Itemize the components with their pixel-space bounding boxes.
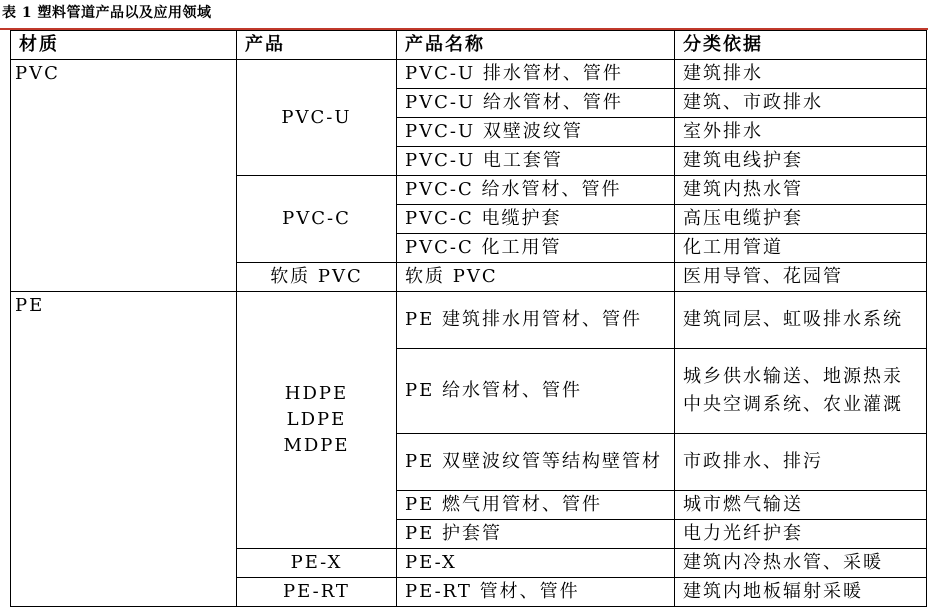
basis-cell: 建筑排水 — [675, 60, 927, 89]
product-name-cell: 软质 PVC — [397, 263, 675, 292]
product-name-cell: PE 给水管材、管件 — [397, 349, 675, 434]
product-name-cell: PE 护套管 — [397, 520, 675, 549]
header-basis: 分类依据 — [675, 31, 927, 60]
product-name-cell: PVC-U 双壁波纹管 — [397, 118, 675, 147]
product-name-cell: PE 双壁波纹管等结构壁管材 — [397, 434, 675, 491]
basis-cell: 城乡供水输送、地源热汞中央空调系统、农业灌溉 — [675, 349, 927, 434]
product-cell: PVC-C — [237, 176, 397, 263]
basis-cell: 电力光纤护套 — [675, 520, 927, 549]
product-name-cell: PE-RT 管材、管件 — [397, 578, 675, 607]
header-material: 材质 — [11, 31, 237, 60]
product-cell — [237, 292, 397, 549]
product-cell: PVC-U — [237, 60, 397, 176]
basis-cell: 建筑同层、虹吸排水系统 — [675, 292, 927, 349]
product-name-cell: PVC-U 给水管材、管件 — [397, 89, 675, 118]
products-table — [10, 30, 927, 607]
product-name-cell: PVC-U 电工套管 — [397, 147, 675, 176]
product-line: LDPE — [286, 409, 347, 430]
product-cell: 软质 PVC — [237, 263, 397, 292]
material-cell: PVC — [11, 60, 237, 292]
table-row — [11, 292, 927, 349]
material-cell: PE — [11, 292, 237, 607]
basis-cell: 市政排水、排污 — [675, 434, 927, 491]
product-line: MDPE — [283, 435, 350, 456]
basis-cell: 建筑、市政排水 — [675, 89, 927, 118]
product-name-cell: PE 建筑排水用管材、管件 — [397, 292, 675, 349]
basis-cell: 建筑电线护套 — [675, 147, 927, 176]
product-name-cell: PVC-U 排水管材、管件 — [397, 60, 675, 89]
table-caption: 表 1 塑料管道产品以及应用领域 — [2, 5, 212, 21]
product-name-cell: PVC-C 给水管材、管件 — [397, 176, 675, 205]
table-row — [11, 60, 927, 89]
basis-cell: 建筑内地板辐射采暖 — [675, 578, 927, 607]
header-row — [11, 31, 927, 60]
basis-cell: 建筑内冷热水管、采暖 — [675, 549, 927, 578]
basis-cell: 城市燃气输送 — [675, 491, 927, 520]
product-name-cell: PVC-C 电缆护套 — [397, 205, 675, 234]
basis-cell: 化工用管道 — [675, 234, 927, 263]
basis-cell: 室外排水 — [675, 118, 927, 147]
product-cell: PE-RT — [237, 578, 397, 607]
basis-cell: 医用导管、花园管 — [675, 263, 927, 292]
header-product-name: 产品名称 — [397, 31, 675, 60]
product-name-cell: PE-X — [397, 549, 675, 578]
product-name-cell: PVC-C 化工用管 — [397, 234, 675, 263]
product-name-cell: PE 燃气用管材、管件 — [397, 491, 675, 520]
product-cell: PE-X — [237, 549, 397, 578]
basis-cell: 高压电缆护套 — [675, 205, 927, 234]
header-product: 产品 — [237, 31, 397, 60]
basis-cell: 建筑内热水管 — [675, 176, 927, 205]
product-line: HDPE — [284, 383, 349, 404]
